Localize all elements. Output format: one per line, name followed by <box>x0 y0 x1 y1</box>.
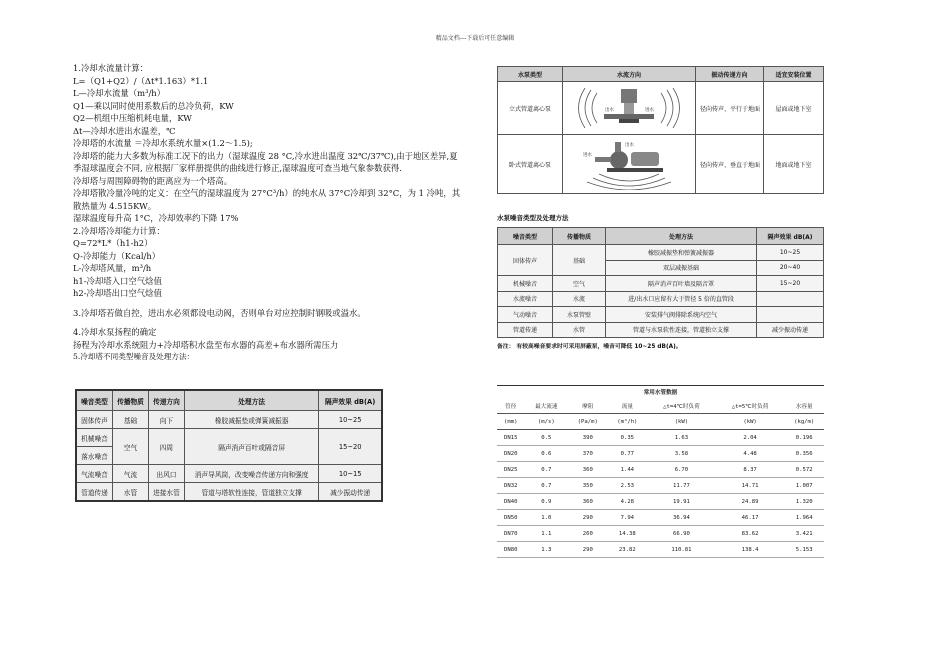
cell: 2.53 <box>608 478 648 494</box>
cell: 15~20 <box>319 429 382 465</box>
table-row <box>498 307 824 323</box>
page-header: 精品文档---下载后可任意编辑 <box>435 35 515 42</box>
cell: 15~20 <box>757 276 824 292</box>
cell: 1.1 <box>525 526 568 542</box>
cell: 36.94 <box>647 510 716 526</box>
cell: 360 <box>568 494 608 510</box>
cell: 390 <box>568 430 608 446</box>
cell: 地面或地下室 <box>764 135 824 194</box>
cell: 屋面或地下室 <box>764 82 824 135</box>
text-line: 2.冷却塔冷却能力计算： <box>73 225 165 236</box>
cell: 空气 <box>553 276 606 292</box>
cell: 安装排气阀排除系统内空气 <box>606 307 757 323</box>
col-header: 隔声效果 dB(A) <box>319 390 382 411</box>
pump-noise-caption: 水泵噪音类型及处理方法 <box>497 214 569 222</box>
col-header: (m/s) <box>525 414 568 430</box>
table-row <box>498 322 824 338</box>
cell: 向下 <box>148 411 184 429</box>
cell: DN15 <box>497 430 525 446</box>
table-row <box>497 526 824 542</box>
cell <box>757 291 824 307</box>
cell: 四周 <box>148 429 184 465</box>
cell: 气流 <box>113 465 149 483</box>
para-4-body: 扬程为冷却水系统阻力+冷却塔积水盘至布水器的高差+布水器所需压力 <box>73 339 339 350</box>
table-row <box>498 276 824 292</box>
cell: 消声导风筒，改变噪音传递方向和强度 <box>184 465 318 483</box>
cell: 橡胶减振垫或弹簧减振器 <box>184 411 318 429</box>
text-line: 冷却塔的水流量 ＝冷却水系统水量×(1.2～1.5); <box>73 138 253 148</box>
cell: 260 <box>568 526 608 542</box>
cell: 管道传递 <box>76 483 113 502</box>
text-line: h1-冷却塔入口空气焓值 <box>73 275 162 286</box>
col-header: (m³/h) <box>608 414 648 430</box>
text-line: 冷却塔的能力大多数为标准工况下的出力（湿球温度 28 °C,冷水进出温度 32℃/37℃),由于地区差异,夏季湿球温度会不同, 应根据厂家样册提供的曲线进行修正,湿球温度可查当地气象参数获得. <box>73 150 458 173</box>
cell: 径向传声、平行于地面 <box>696 82 764 135</box>
cell: 水管 <box>553 322 606 338</box>
horizontal-pump-illustration <box>563 135 696 194</box>
cell: 10~15 <box>319 465 382 483</box>
cell: 0.9 <box>525 494 568 510</box>
cell: 落水噪音 <box>76 447 113 465</box>
cell: 8.37 <box>716 462 785 478</box>
cell: 1.320 <box>784 494 824 510</box>
cell: 机械噪音 <box>76 429 113 447</box>
cell: 水泵管壁 <box>553 307 606 323</box>
col-header: (kW) <box>647 414 716 430</box>
para-5: 5.冷却塔不同类型噪音及处理方法： <box>73 352 195 361</box>
cell: 1.0 <box>525 510 568 526</box>
col-header: 处理方法 <box>184 390 318 411</box>
table-row <box>497 446 824 462</box>
cell: 卧式管道离心泵 <box>498 135 563 194</box>
col-header: 水容量 <box>784 398 824 414</box>
cell: 290 <box>568 542 608 558</box>
cell: 3.58 <box>647 446 716 462</box>
table-row <box>497 510 824 526</box>
cell: 固体传声 <box>498 245 553 276</box>
col-header: 适宜安装位置 <box>764 67 824 82</box>
outlet-label: 出水 <box>625 143 634 148</box>
cell: DN50 <box>497 510 525 526</box>
cell: 14.38 <box>608 526 648 542</box>
table-row <box>498 245 824 261</box>
cell: 14.71 <box>716 478 785 494</box>
cell: 0.196 <box>784 430 824 446</box>
cell: 370 <box>568 446 608 462</box>
cell: 5.153 <box>784 542 824 558</box>
cell: 3.421 <box>784 526 824 542</box>
cell: 4.28 <box>608 494 648 510</box>
cell: 23.82 <box>608 542 648 558</box>
cell: 110.81 <box>647 542 716 558</box>
table-row <box>498 82 824 135</box>
para-3: 3.冷却塔若做自控，进出水必须都设电动阀，否则单台对应控制时钢吸或溢水。 <box>73 307 366 318</box>
cell: 基础 <box>113 411 149 429</box>
cell: 350 <box>568 478 608 494</box>
col-header: 管径 <box>497 398 525 414</box>
cell: 10~25 <box>757 245 824 261</box>
outlet-label: 出水 <box>605 108 614 113</box>
cell: 360 <box>568 462 608 478</box>
pump-type-table <box>497 66 824 194</box>
table-row <box>497 478 824 494</box>
cell: 19.91 <box>647 494 716 510</box>
cell: 46.17 <box>716 510 785 526</box>
text-line: Q-冷却能力（Kcal/h） <box>73 250 161 261</box>
cell: DN25 <box>497 462 525 478</box>
cell: 进接水管 <box>148 483 184 502</box>
text-line: 湿球温度每升高 1°C，冷却效率约下降 17% <box>73 213 239 223</box>
text-line: Q=72*L*（h1-h2） <box>73 238 153 248</box>
cell: 24.89 <box>716 494 785 510</box>
col-header: 传播物质 <box>553 228 606 245</box>
col-header: 摩阻 <box>568 398 608 414</box>
text-line: L—冷却水流量（m³/h） <box>73 88 166 98</box>
text-line: L=（Q1+Q2）/（Δt*1.163）*1.1 <box>73 75 209 86</box>
cell: 管道与塔软性连接，管道独立支撑 <box>184 483 318 502</box>
cell: 7.94 <box>608 510 648 526</box>
col-header: △t=5℃时负荷 <box>716 398 785 414</box>
cell: 1.007 <box>784 478 824 494</box>
table-row <box>497 494 824 510</box>
col-header: (kW) <box>716 414 785 430</box>
cell: 1.964 <box>784 510 824 526</box>
text-line: h2-冷却塔出口空气焓值 <box>73 288 162 298</box>
table-row <box>76 483 382 502</box>
col-header: 传播物质 <box>113 390 149 411</box>
text-line: Q2—机组中压缩机耗电量，KW <box>73 113 192 123</box>
cell: 1.44 <box>608 462 648 478</box>
para-4-title: 4.冷却水泵扬程的确定 <box>73 327 157 337</box>
cell: 0.572 <box>784 462 824 478</box>
table-row <box>498 135 824 194</box>
water-pipe-data-table <box>497 385 824 558</box>
col-header: 噪音类型 <box>498 228 553 245</box>
cell: 83.62 <box>716 526 785 542</box>
cell: DN80 <box>497 542 525 558</box>
cell: 290 <box>568 510 608 526</box>
cell: DN70 <box>497 526 525 542</box>
table-row <box>497 462 824 478</box>
cell: 隔声消声百叶墙及隔音罩 <box>606 276 757 292</box>
cell: 减少振动传递 <box>319 483 382 502</box>
cell: 10~25 <box>319 411 382 429</box>
col-header: 隔声效果 dB(A) <box>757 228 824 245</box>
cell: 橡胶减振垫和弹簧减振器 <box>606 245 757 261</box>
cell: 径向传声、垂直于地面 <box>696 135 764 194</box>
left-text-lines <box>73 62 463 300</box>
cell: 水管 <box>113 483 149 502</box>
cell: 管道传递 <box>498 322 553 338</box>
col-header: 最大流速 <box>525 398 568 414</box>
col-header: 传递方向 <box>148 390 184 411</box>
cell: 138.4 <box>716 542 785 558</box>
cell: 管道与水泵软性连接，管道独立支撑 <box>606 322 757 338</box>
cell: 气动噪音 <box>498 307 553 323</box>
cell: 0.356 <box>784 446 824 462</box>
col-header: (Pa/m) <box>568 414 608 430</box>
cell: 水流噪音 <box>498 291 553 307</box>
cell <box>757 307 824 323</box>
table-title: 常用水管数据 <box>643 390 678 396</box>
col-header: 水流方向 <box>563 67 696 82</box>
table-row <box>497 542 824 558</box>
table-row <box>76 429 382 447</box>
cell: DN40 <box>497 494 525 510</box>
cell: 基础 <box>553 245 606 276</box>
text-line: 1.冷却水流量计算： <box>73 63 148 73</box>
col-header: 噪音类型 <box>76 390 113 411</box>
col-header: 水泵类型 <box>498 67 563 82</box>
cell: DN32 <box>497 478 525 494</box>
col-header: △t=4℃时负荷 <box>647 398 716 414</box>
cell: 立式管道离心泵 <box>498 82 563 135</box>
pump-noise-note: 备注： 有较高噪音要求时可采用屏蔽泵，噪音可降低 10~25 dB(A)。 <box>497 344 682 350</box>
col-header: (mm) <box>497 414 525 430</box>
cell: 6.70 <box>647 462 716 478</box>
col-header: 处理方法 <box>606 228 757 245</box>
vertical-pump-illustration <box>563 82 696 135</box>
pump-noise-table <box>497 227 824 338</box>
text-line: Q1—乘以同时使用系数后的总冷负荷，KW <box>73 100 234 111</box>
cell: 0.77 <box>608 446 648 462</box>
table-row <box>76 411 382 429</box>
cooling-tower-noise-table <box>75 389 383 502</box>
cell: 4.48 <box>716 446 785 462</box>
cell: 0.7 <box>525 478 568 494</box>
cell: 20~40 <box>757 260 824 276</box>
cell: 1.3 <box>525 542 568 558</box>
cell: 出风口 <box>148 465 184 483</box>
cell: 11.77 <box>647 478 716 494</box>
col-header: (kg/m) <box>784 414 824 430</box>
col-header: 振动传递方向 <box>696 67 764 82</box>
cell: DN20 <box>497 446 525 462</box>
cell: 进/出水口应留有大于管径 5 倍的直管段 <box>606 291 757 307</box>
text-line: 冷却塔散冷量冷吨的定义：在空气的湿球温度为 27°C³/h）的纯水从 37°C冷却到 32°C，为 1 冷吨，其散热量为 4.515KW。 <box>73 188 461 211</box>
table-row <box>497 430 824 446</box>
cell: 0.35 <box>608 430 648 446</box>
cell: 66.90 <box>647 526 716 542</box>
cell: 机械噪音 <box>498 276 553 292</box>
cell: 隔声消声百叶或隔音屏 <box>184 429 318 465</box>
cell: 固体传声 <box>76 411 113 429</box>
cell: 2.04 <box>716 430 785 446</box>
text-line: 冷却塔与周围障碍物的距离应为一个塔高。 <box>73 175 233 186</box>
cell: 1.63 <box>647 430 716 446</box>
cell: 0.5 <box>525 430 568 446</box>
inlet-label: 进水 <box>583 153 592 158</box>
cell: 0.7 <box>525 462 568 478</box>
cell: 气流噪音 <box>76 465 113 483</box>
cell: 水流 <box>553 291 606 307</box>
cell: 双层减振基础 <box>606 260 757 276</box>
text-line: L-冷却塔风量，m³/h <box>73 263 152 273</box>
left-column <box>73 62 463 364</box>
table-row <box>498 291 824 307</box>
cell: 0.6 <box>525 446 568 462</box>
table-row <box>76 465 382 483</box>
col-header: 流量 <box>608 398 648 414</box>
cell: 减少振动传递 <box>757 322 824 338</box>
inlet-label: 进水 <box>645 108 654 113</box>
text-line: Δt—冷却水进出水温差，℃ <box>73 125 176 136</box>
cell: 空气 <box>113 429 149 465</box>
